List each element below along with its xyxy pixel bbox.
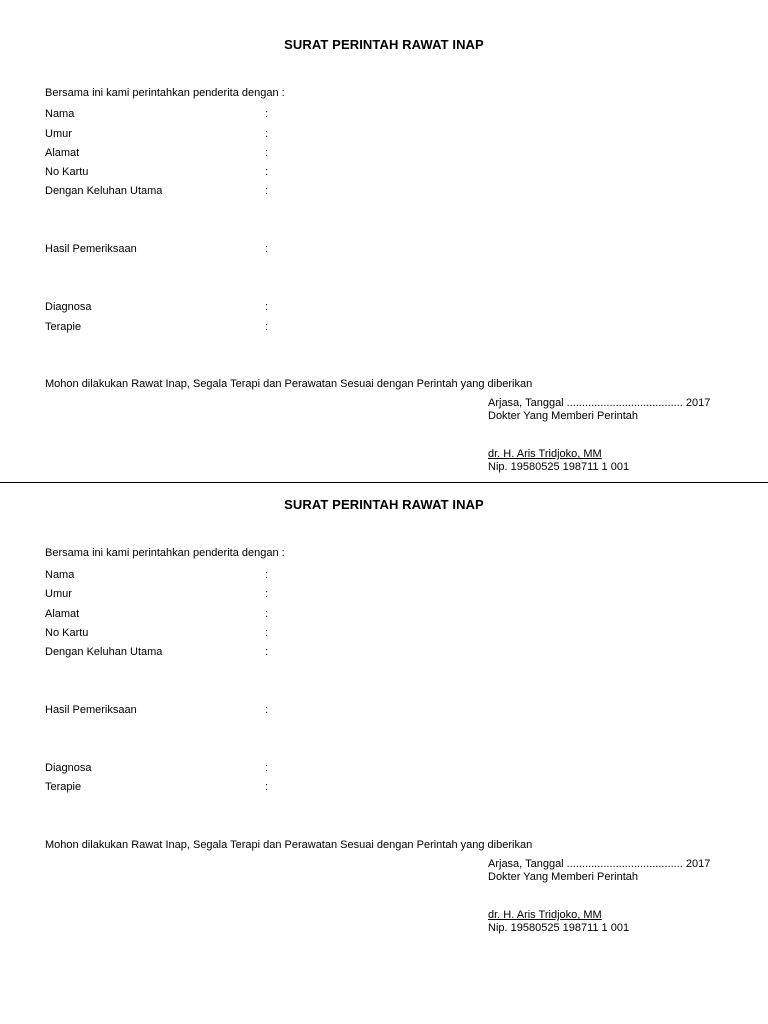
field-sep: : — [265, 147, 269, 159]
field-sep: : — [265, 243, 269, 255]
field-label-diagnosa: Diagnosa — [45, 762, 92, 774]
field-sep: : — [265, 301, 269, 313]
field-sep: : — [265, 704, 269, 716]
cut-line-divider — [0, 482, 768, 483]
field-sep: : — [265, 781, 269, 793]
field-sep: : — [265, 128, 269, 140]
field-sep: : — [265, 185, 269, 197]
place-date: Arjasa, Tanggal ...................................... 2017 — [488, 397, 711, 409]
intro-text: Bersama ini kami perintahkan penderita dengan : — [45, 87, 285, 99]
field-sep: : — [265, 762, 269, 774]
field-label-hasil: Hasil Pemeriksaan — [45, 243, 137, 255]
field-sep: : — [265, 627, 269, 639]
field-label-umur: Umur — [45, 128, 72, 140]
form-title: SURAT PERINTAH RAWAT INAP — [284, 37, 484, 52]
form-title: SURAT PERINTAH RAWAT INAP — [284, 497, 484, 512]
field-sep: : — [265, 166, 269, 178]
field-sep: : — [265, 608, 269, 620]
signer-nip: Nip. 19580525 198711 1 001 — [488, 461, 630, 473]
signer-nip: Nip. 19580525 198711 1 001 — [488, 922, 630, 934]
field-sep: : — [265, 588, 269, 600]
field-sep: : — [265, 108, 269, 120]
field-label-diagnosa: Diagnosa — [45, 301, 92, 313]
field-sep: : — [265, 569, 269, 581]
field-label-terapie: Terapie — [45, 781, 82, 793]
signer-role: Dokter Yang Memberi Perintah — [488, 871, 638, 883]
field-label-no-kartu: No Kartu — [45, 627, 89, 639]
field-label-hasil: Hasil Pemeriksaan — [45, 704, 137, 716]
field-label-keluhan: Dengan Keluhan Utama — [45, 646, 163, 658]
field-label-keluhan: Dengan Keluhan Utama — [45, 185, 163, 197]
field-label-nama: Nama — [45, 569, 75, 581]
closing-text: Mohon dilakukan Rawat Inap, Segala Terapi dan Perawatan Sesuai dengan Perintah yang diberikan — [45, 378, 533, 390]
signer-role: Dokter Yang Memberi Perintah — [488, 410, 638, 422]
place-date: Arjasa, Tanggal ...................................... 2017 — [488, 858, 711, 870]
field-label-alamat: Alamat — [45, 608, 80, 620]
field-label-no-kartu: No Kartu — [45, 166, 89, 178]
field-sep: : — [265, 646, 269, 658]
intro-text: Bersama ini kami perintahkan penderita dengan : — [45, 547, 285, 559]
field-label-alamat: Alamat — [45, 147, 80, 159]
closing-text: Mohon dilakukan Rawat Inap, Segala Terapi dan Perawatan Sesuai dengan Perintah yang diberikan — [45, 839, 533, 851]
signer-name: dr. H. Aris Tridjoko, MM — [488, 448, 602, 460]
field-sep: : — [265, 321, 269, 333]
field-label-nama: Nama — [45, 108, 75, 120]
field-label-terapie: Terapie — [45, 321, 82, 333]
field-label-umur: Umur — [45, 588, 72, 600]
signer-name: dr. H. Aris Tridjoko, MM — [488, 909, 602, 921]
